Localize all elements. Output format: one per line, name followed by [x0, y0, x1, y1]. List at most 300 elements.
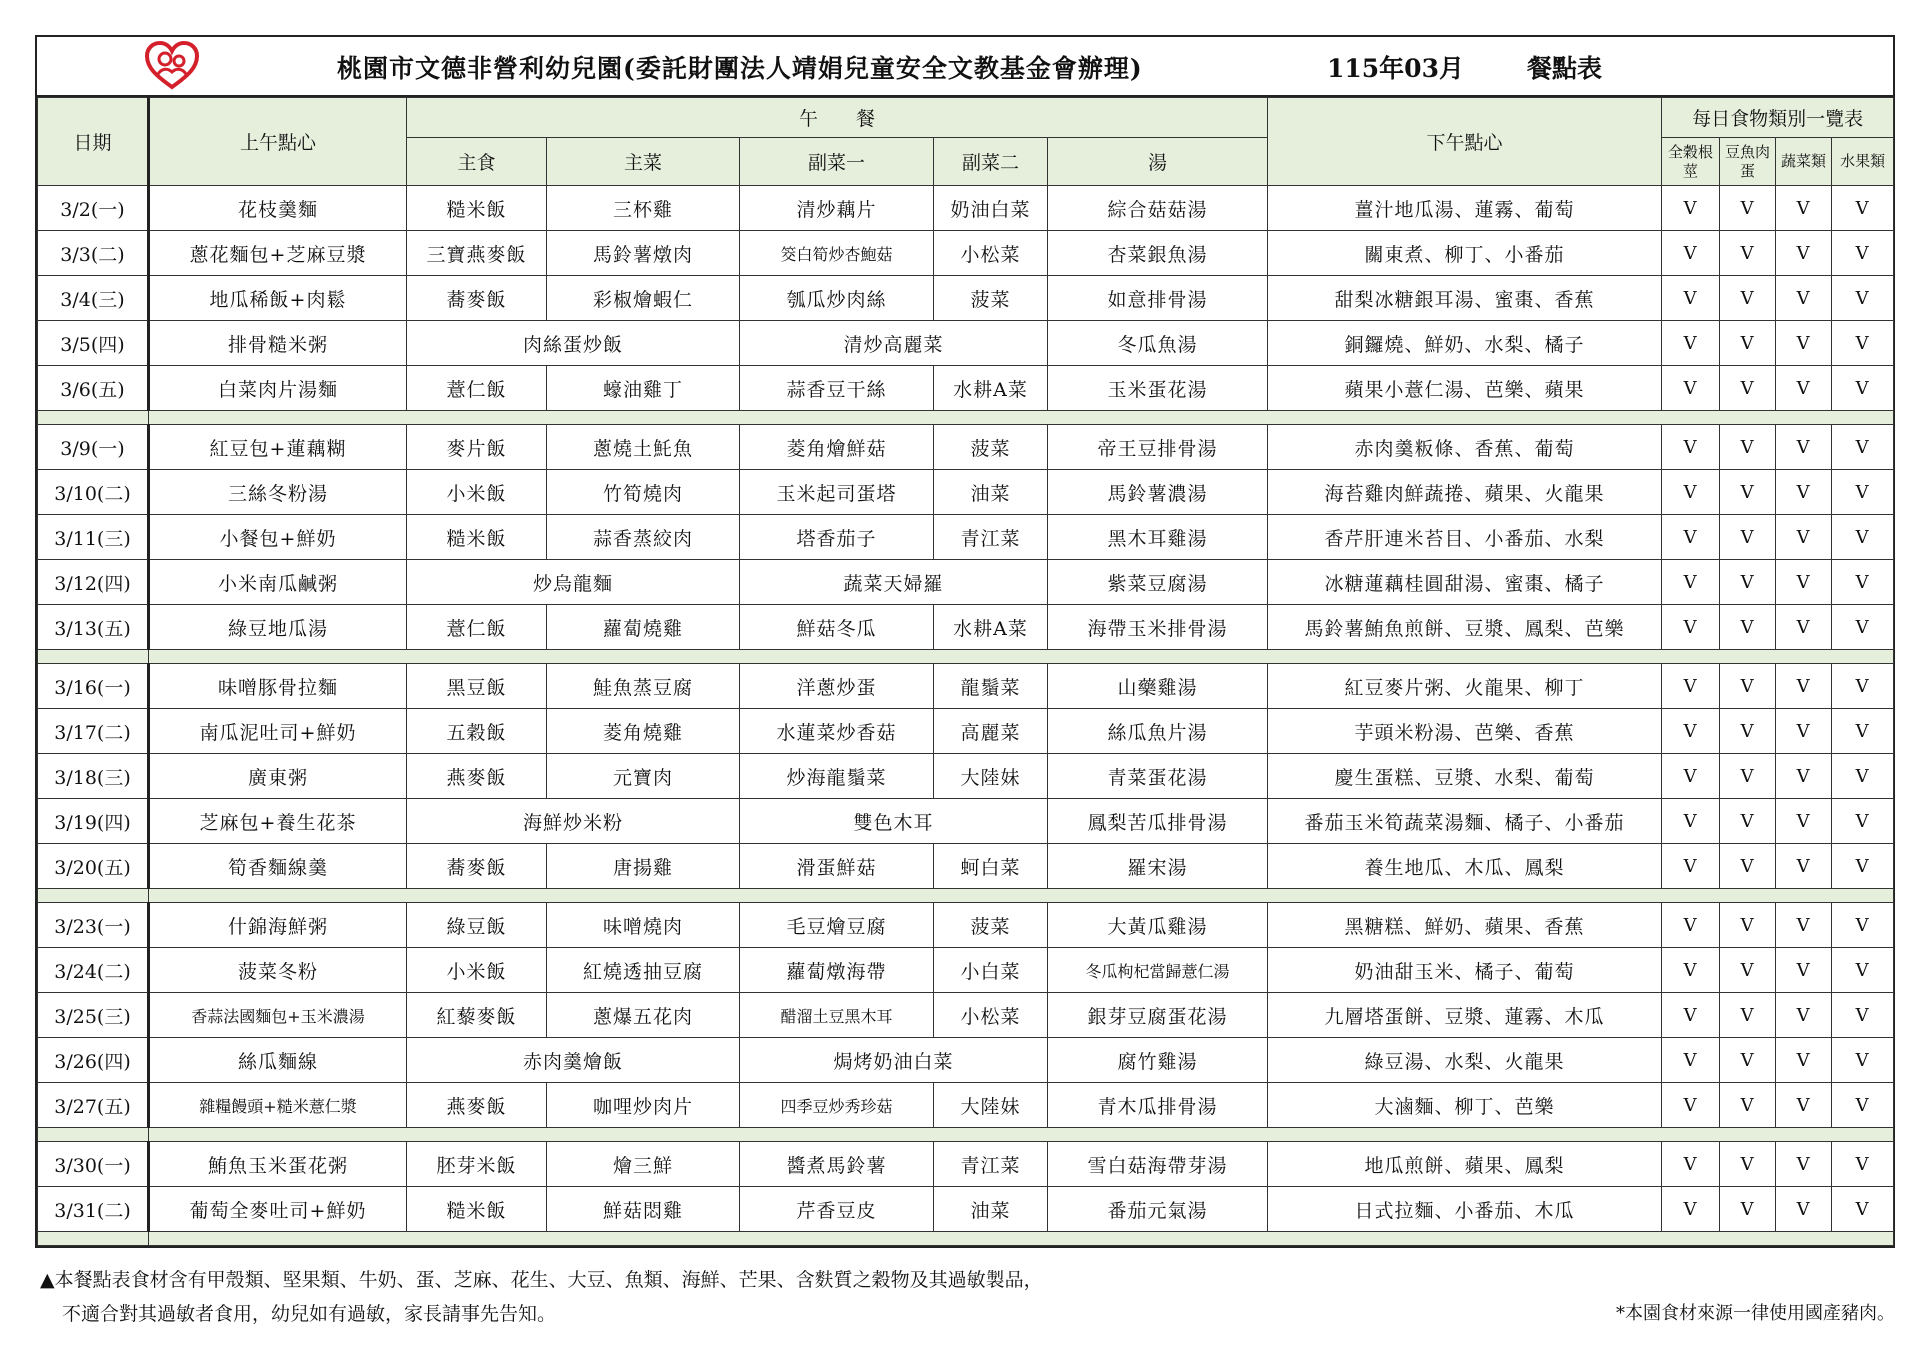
side1-cell: 筊白筍炒杏鮑菇: [740, 231, 934, 276]
date-cell: 3/27(五): [38, 1083, 149, 1128]
table-row: [38, 470, 1894, 515]
side2-cell: 大陸妹: [934, 1083, 1048, 1128]
main-dish-cell: 唐揚雞: [547, 844, 740, 889]
soup-cell: 絲瓜魚片湯: [1048, 709, 1268, 754]
afternoon-snack-cell: 關東煮、柳丁、小番茄: [1268, 231, 1662, 276]
col-afternoon-snack: 下午點心: [1268, 98, 1662, 186]
food-type-check: V: [1832, 515, 1894, 560]
main-dish-cell: 蘿蔔燒雞: [547, 605, 740, 650]
food-type-check: V: [1832, 1083, 1894, 1128]
food-type-check: V: [1662, 276, 1720, 321]
food-type-check: V: [1776, 186, 1832, 231]
soup-cell: 羅宋湯: [1048, 844, 1268, 889]
side1-cell: 醋溜土豆黑木耳: [740, 993, 934, 1038]
combo-meal-cell: 海鮮炒米粉: [407, 799, 740, 844]
food-type-check: V: [1776, 844, 1832, 889]
title-bar: [37, 37, 1893, 97]
food-type-check: V: [1832, 709, 1894, 754]
afternoon-snack-cell: 九層塔蛋餅、豆漿、蓮霧、木瓜: [1268, 993, 1662, 1038]
main-dish-cell: 味噌燒肉: [547, 903, 740, 948]
side2-cell: 龍鬚菜: [934, 664, 1048, 709]
week-separator-fill: [149, 650, 1894, 664]
morning-snack-cell: 蔥花麵包+芝麻豆漿: [149, 231, 407, 276]
soup-cell: 杏菜銀魚湯: [1048, 231, 1268, 276]
food-type-check: V: [1776, 605, 1832, 650]
staple-cell: 糙米飯: [407, 1187, 547, 1232]
main-dish-cell: 蒜香蒸絞肉: [547, 515, 740, 560]
food-type-check: V: [1720, 844, 1776, 889]
col-food-types: 每日食物類別一覽表: [1662, 98, 1894, 138]
food-type-check: V: [1776, 903, 1832, 948]
side2-cell: 高麗菜: [934, 709, 1048, 754]
week-separator-date: [38, 1232, 149, 1246]
afternoon-snack-cell: 奶油甜玉米、橘子、葡萄: [1268, 948, 1662, 993]
morning-snack-cell: 菠菜冬粉: [149, 948, 407, 993]
table-row: [38, 664, 1894, 709]
col-lunch: 午 餐: [407, 98, 1268, 138]
staple-cell: 小米飯: [407, 470, 547, 515]
food-type-check: V: [1720, 1187, 1776, 1232]
morning-snack-cell: 葡萄全麥吐司+鮮奶: [149, 1187, 407, 1232]
side1-cell: 水蓮菜炒香菇: [740, 709, 934, 754]
side1-cell: 菱角燴鮮菇: [740, 425, 934, 470]
food-type-check: V: [1662, 605, 1720, 650]
side1-cell: 鮮菇冬瓜: [740, 605, 934, 650]
table-row: [38, 709, 1894, 754]
food-type-check: V: [1662, 425, 1720, 470]
morning-snack-cell: 什錦海鮮粥: [149, 903, 407, 948]
staple-cell: 薏仁飯: [407, 605, 547, 650]
table-row: [38, 605, 1894, 650]
date-cell: 3/4(三): [38, 276, 149, 321]
side2-cell: 油菜: [934, 1187, 1048, 1232]
col-grains: 全穀根莖: [1662, 138, 1720, 186]
food-type-check: V: [1776, 664, 1832, 709]
week-separator-fill: [149, 1232, 1894, 1246]
side2-cell: 青江菜: [934, 515, 1048, 560]
main-dish-cell: 燴三鮮: [547, 1142, 740, 1187]
combo-meal-cell: 肉絲蛋炒飯: [407, 321, 740, 366]
side1-cell: 四季豆炒秀珍菇: [740, 1083, 934, 1128]
date-cell: 3/9(一): [38, 425, 149, 470]
afternoon-snack-cell: 慶生蛋糕、豆漿、水梨、葡萄: [1268, 754, 1662, 799]
soup-cell: 如意排骨湯: [1048, 276, 1268, 321]
soup-cell: 黑木耳雞湯: [1048, 515, 1268, 560]
side1-cell: 芹香豆皮: [740, 1187, 934, 1232]
food-type-check: V: [1776, 276, 1832, 321]
food-type-check: V: [1662, 799, 1720, 844]
week-separator-fill: [149, 1128, 1894, 1142]
date-cell: 3/12(四): [38, 560, 149, 605]
food-type-check: V: [1720, 1142, 1776, 1187]
food-type-check: V: [1662, 1083, 1720, 1128]
table-row: [38, 231, 1894, 276]
food-type-check: V: [1662, 321, 1720, 366]
soup-cell: 冬瓜枸杞當歸薏仁湯: [1048, 948, 1268, 993]
week-separator-date: [38, 1128, 149, 1142]
week-separator-fill: [149, 411, 1894, 425]
food-type-check: V: [1720, 425, 1776, 470]
side1-cell: 蒜香豆干絲: [740, 366, 934, 411]
main-dish-cell: 鮭魚蒸豆腐: [547, 664, 740, 709]
main-dish-cell: 咖哩炒肉片: [547, 1083, 740, 1128]
main-dish-cell: 蔥燒土魠魚: [547, 425, 740, 470]
food-type-check: V: [1832, 664, 1894, 709]
soup-cell: 玉米蛋花湯: [1048, 366, 1268, 411]
food-type-check: V: [1720, 231, 1776, 276]
food-type-check: V: [1776, 1142, 1832, 1187]
main-dish-cell: 三杯雞: [547, 186, 740, 231]
afternoon-snack-cell: 薑汁地瓜湯、蓮霧、葡萄: [1268, 186, 1662, 231]
table-row: [38, 903, 1894, 948]
food-type-check: V: [1776, 366, 1832, 411]
morning-snack-cell: 綠豆地瓜湯: [149, 605, 407, 650]
morning-snack-cell: 芝麻包+養生花茶: [149, 799, 407, 844]
afternoon-snack-cell: 海苔雞肉鮮蔬捲、蘋果、火龍果: [1268, 470, 1662, 515]
week-separator-date: [38, 889, 149, 903]
table-row: [38, 276, 1894, 321]
table-row: [38, 1083, 1894, 1128]
food-type-check: V: [1832, 560, 1894, 605]
afternoon-snack-cell: 赤肉羹粄條、香蕉、葡萄: [1268, 425, 1662, 470]
food-type-check: V: [1776, 709, 1832, 754]
staple-cell: 燕麥飯: [407, 754, 547, 799]
staple-cell: 綠豆飯: [407, 903, 547, 948]
food-type-check: V: [1776, 321, 1832, 366]
side2-cell: 小松菜: [934, 993, 1048, 1038]
morning-snack-cell: 三絲冬粉湯: [149, 470, 407, 515]
afternoon-snack-cell: 紅豆麥片粥、火龍果、柳丁: [1268, 664, 1662, 709]
week-separator-fill: [149, 889, 1894, 903]
morning-snack-cell: 白菜肉片湯麵: [149, 366, 407, 411]
allergy-note-line2: 不適合對其過敏者食用，幼兒如有過敏，家長請事先告知。: [62, 1303, 557, 1325]
heart-children-logo-icon: [145, 41, 199, 91]
food-type-check: V: [1832, 186, 1894, 231]
food-type-check: V: [1720, 560, 1776, 605]
title-month: 115年03月: [1327, 54, 1464, 83]
main-dish-cell: 蔥爆五花肉: [547, 993, 740, 1038]
table-row: [38, 844, 1894, 889]
main-dish-cell: 鮮菇悶雞: [547, 1187, 740, 1232]
soup-cell: 冬瓜魚湯: [1048, 321, 1268, 366]
food-type-check: V: [1662, 1038, 1720, 1083]
side2-cell: 水耕A菜: [934, 605, 1048, 650]
week-separator-date: [38, 650, 149, 664]
food-type-check: V: [1662, 948, 1720, 993]
food-type-check: V: [1832, 903, 1894, 948]
table-row: [38, 515, 1894, 560]
food-type-check: V: [1720, 993, 1776, 1038]
food-type-check: V: [1662, 709, 1720, 754]
food-type-check: V: [1662, 470, 1720, 515]
staple-cell: 燕麥飯: [407, 1083, 547, 1128]
food-type-check: V: [1662, 993, 1720, 1038]
date-cell: 3/30(一): [38, 1142, 149, 1187]
staple-cell: 五穀飯: [407, 709, 547, 754]
food-type-check: V: [1776, 948, 1832, 993]
table-row: [38, 1142, 1894, 1187]
food-type-check: V: [1662, 664, 1720, 709]
side1-cell: 玉米起司蛋塔: [740, 470, 934, 515]
side1-cell: 塔香茄子: [740, 515, 934, 560]
col-fruit: 水果類: [1832, 138, 1894, 186]
food-type-check: V: [1662, 844, 1720, 889]
table-row: [38, 186, 1894, 231]
main-dish-cell: 馬鈴薯燉肉: [547, 231, 740, 276]
food-type-check: V: [1776, 1083, 1832, 1128]
food-type-check: V: [1720, 186, 1776, 231]
afternoon-snack-cell: 馬鈴薯鮪魚煎餅、豆漿、鳳梨、芭樂: [1268, 605, 1662, 650]
food-type-check: V: [1776, 754, 1832, 799]
afternoon-snack-cell: 冰糖蓮藕桂圓甜湯、蜜棗、橘子: [1268, 560, 1662, 605]
date-cell: 3/19(四): [38, 799, 149, 844]
staple-cell: 薏仁飯: [407, 366, 547, 411]
side1-cell: 蘿蔔燉海帶: [740, 948, 934, 993]
table-row: [38, 948, 1894, 993]
afternoon-snack-cell: 甜梨冰糖銀耳湯、蜜棗、香蕉: [1268, 276, 1662, 321]
side2-cell: 菠菜: [934, 425, 1048, 470]
soup-cell: 綜合菇菇湯: [1048, 186, 1268, 231]
date-cell: 3/31(二): [38, 1187, 149, 1232]
table-row: [38, 1187, 1894, 1232]
morning-snack-cell: 絲瓜麵線: [149, 1038, 407, 1083]
col-soup: 湯: [1048, 138, 1268, 186]
food-type-check: V: [1662, 903, 1720, 948]
date-cell: 3/25(三): [38, 993, 149, 1038]
food-type-check: V: [1832, 366, 1894, 411]
table-row: [38, 799, 1894, 844]
date-cell: 3/11(三): [38, 515, 149, 560]
main-dish-cell: 竹筍燒肉: [547, 470, 740, 515]
date-cell: 3/17(二): [38, 709, 149, 754]
date-cell: 3/6(五): [38, 366, 149, 411]
food-type-check: V: [1662, 1187, 1720, 1232]
main-dish-cell: 蠔油雞丁: [547, 366, 740, 411]
afternoon-snack-cell: 芋頭米粉湯、芭樂、香蕉: [1268, 709, 1662, 754]
soup-cell: 番茄元氣湯: [1048, 1187, 1268, 1232]
side2-cell: 奶油白菜: [934, 186, 1048, 231]
food-type-check: V: [1662, 366, 1720, 411]
side2-cell: 油菜: [934, 470, 1048, 515]
food-type-check: V: [1720, 754, 1776, 799]
morning-snack-cell: 筍香麵線羹: [149, 844, 407, 889]
food-type-check: V: [1720, 605, 1776, 650]
morning-snack-cell: 廣東粥: [149, 754, 407, 799]
date-cell: 3/16(一): [38, 664, 149, 709]
side2-cell: 小白菜: [934, 948, 1048, 993]
table-row: [38, 1038, 1894, 1083]
food-type-check: V: [1662, 231, 1720, 276]
week-separator: [38, 889, 1894, 903]
afternoon-snack-cell: 養生地瓜、木瓜、鳳梨: [1268, 844, 1662, 889]
soup-cell: 青菜蛋花湯: [1048, 754, 1268, 799]
food-type-check: V: [1720, 515, 1776, 560]
main-dish-cell: 彩椒燴蝦仁: [547, 276, 740, 321]
table-row: [38, 560, 1894, 605]
date-cell: 3/18(三): [38, 754, 149, 799]
side1-cell: 滑蛋鮮菇: [740, 844, 934, 889]
morning-snack-cell: 香蒜法國麵包+玉米濃湯: [149, 993, 407, 1038]
food-type-check: V: [1720, 470, 1776, 515]
morning-snack-cell: 小米南瓜鹹粥: [149, 560, 407, 605]
food-type-check: V: [1776, 470, 1832, 515]
week-separator-date: [38, 411, 149, 425]
main-dish-cell: 元寶肉: [547, 754, 740, 799]
food-type-check: V: [1832, 425, 1894, 470]
combo-side-cell: 清炒高麗菜: [740, 321, 1048, 366]
staple-cell: 胚芽米飯: [407, 1142, 547, 1187]
title-menu-label: 餐點表: [1527, 54, 1603, 83]
date-cell: 3/3(二): [38, 231, 149, 276]
combo-side-cell: 雙色木耳: [740, 799, 1048, 844]
week-separator: [38, 1128, 1894, 1142]
menu-sheet: [35, 35, 1895, 1248]
afternoon-snack-cell: 日式拉麵、小番茄、木瓜: [1268, 1187, 1662, 1232]
main-dish-cell: 紅燒透抽豆腐: [547, 948, 740, 993]
week-separator: [38, 1232, 1894, 1246]
food-type-check: V: [1662, 186, 1720, 231]
side2-cell: 青江菜: [934, 1142, 1048, 1187]
morning-snack-cell: 排骨糙米粥: [149, 321, 407, 366]
combo-meal-cell: 炒烏龍麵: [407, 560, 740, 605]
pork-source-note: *本園食材來源一律使用國產豬肉。: [1616, 1303, 1895, 1324]
soup-cell: 銀芽豆腐蛋花湯: [1048, 993, 1268, 1038]
side2-cell: 小松菜: [934, 231, 1048, 276]
staple-cell: 糙米飯: [407, 186, 547, 231]
food-type-check: V: [1720, 1038, 1776, 1083]
staple-cell: 三寶燕麥飯: [407, 231, 547, 276]
table-row: [38, 366, 1894, 411]
soup-cell: 鳳梨苦瓜排骨湯: [1048, 799, 1268, 844]
food-type-check: V: [1832, 1187, 1894, 1232]
morning-snack-cell: 鮪魚玉米蛋花粥: [149, 1142, 407, 1187]
food-type-check: V: [1662, 754, 1720, 799]
food-type-check: V: [1776, 1187, 1832, 1232]
food-type-check: V: [1720, 1083, 1776, 1128]
side1-cell: 炒海龍鬚菜: [740, 754, 934, 799]
food-type-check: V: [1832, 844, 1894, 889]
afternoon-snack-cell: 蘋果小薏仁湯、芭樂、蘋果: [1268, 366, 1662, 411]
food-type-check: V: [1662, 515, 1720, 560]
morning-snack-cell: 雜糧饅頭+糙米薏仁漿: [149, 1083, 407, 1128]
col-morning-snack: 上午點心: [149, 98, 407, 186]
food-type-check: V: [1832, 799, 1894, 844]
food-type-check: V: [1832, 993, 1894, 1038]
side1-cell: 清炒藕片: [740, 186, 934, 231]
menu-body: [38, 186, 1894, 1246]
combo-meal-cell: 赤肉羹燴飯: [407, 1038, 740, 1083]
side2-cell: 蚵白菜: [934, 844, 1048, 889]
side2-cell: 菠菜: [934, 903, 1048, 948]
staple-cell: 糙米飯: [407, 515, 547, 560]
side1-cell: 洋蔥炒蛋: [740, 664, 934, 709]
food-type-check: V: [1720, 709, 1776, 754]
soup-cell: 雪白菇海帶芽湯: [1048, 1142, 1268, 1187]
col-main-dish: 主菜: [547, 138, 740, 186]
date-cell: 3/13(五): [38, 605, 149, 650]
week-separator: [38, 650, 1894, 664]
side2-cell: 大陸妹: [934, 754, 1048, 799]
date-cell: 3/20(五): [38, 844, 149, 889]
afternoon-snack-cell: 地瓜煎餅、蘋果、鳳梨: [1268, 1142, 1662, 1187]
date-cell: 3/26(四): [38, 1038, 149, 1083]
food-type-check: V: [1662, 560, 1720, 605]
food-type-check: V: [1832, 470, 1894, 515]
food-type-check: V: [1832, 754, 1894, 799]
food-type-check: V: [1720, 366, 1776, 411]
staple-cell: 小米飯: [407, 948, 547, 993]
col-side1: 副菜一: [740, 138, 934, 186]
table-row: [38, 993, 1894, 1038]
food-type-check: V: [1662, 1142, 1720, 1187]
food-type-check: V: [1832, 231, 1894, 276]
side1-cell: 瓠瓜炒肉絲: [740, 276, 934, 321]
table-row: [38, 425, 1894, 470]
col-vegetables: 蔬菜類: [1776, 138, 1832, 186]
week-separator: [38, 411, 1894, 425]
side2-cell: 菠菜: [934, 276, 1048, 321]
food-type-check: V: [1776, 515, 1832, 560]
food-type-check: V: [1720, 903, 1776, 948]
table-row: [38, 754, 1894, 799]
soup-cell: 大黃瓜雞湯: [1048, 903, 1268, 948]
staple-cell: 黑豆飯: [407, 664, 547, 709]
allergy-note-line1: ▲本餐點表食材含有甲殼類、堅果類、牛奶、蛋、芝麻、花生、大豆、魚類、海鮮、芒果、含麩質之穀物及其過敏製品，: [40, 1269, 1043, 1291]
food-type-check: V: [1776, 231, 1832, 276]
food-type-check: V: [1776, 799, 1832, 844]
food-type-check: V: [1832, 605, 1894, 650]
date-cell: 3/2(一): [38, 186, 149, 231]
soup-cell: 紫菜豆腐湯: [1048, 560, 1268, 605]
soup-cell: 山藥雞湯: [1048, 664, 1268, 709]
staple-cell: 蕎麥飯: [407, 276, 547, 321]
notes: [40, 1263, 1895, 1331]
afternoon-snack-cell: 銅鑼燒、鮮奶、水梨、橘子: [1268, 321, 1662, 366]
col-protein: 豆魚肉蛋: [1720, 138, 1776, 186]
food-type-check: V: [1720, 799, 1776, 844]
date-cell: 3/5(四): [38, 321, 149, 366]
soup-cell: 青木瓜排骨湯: [1048, 1083, 1268, 1128]
combo-side-cell: 蔬菜天婦羅: [740, 560, 1048, 605]
afternoon-snack-cell: 大滷麵、柳丁、芭樂: [1268, 1083, 1662, 1128]
morning-snack-cell: 南瓜泥吐司+鮮奶: [149, 709, 407, 754]
staple-cell: 紅藜麥飯: [407, 993, 547, 1038]
morning-snack-cell: 紅豆包+蓮藕糊: [149, 425, 407, 470]
col-staple: 主食: [407, 138, 547, 186]
side1-cell: 毛豆燴豆腐: [740, 903, 934, 948]
food-type-check: V: [1776, 560, 1832, 605]
date-cell: 3/24(二): [38, 948, 149, 993]
main-dish-cell: 菱角燒雞: [547, 709, 740, 754]
food-type-check: V: [1832, 1038, 1894, 1083]
side1-cell: 醬煮馬鈴薯: [740, 1142, 934, 1187]
afternoon-snack-cell: 黑糖糕、鮮奶、蘋果、香蕉: [1268, 903, 1662, 948]
food-type-check: V: [1832, 321, 1894, 366]
side2-cell: 水耕A菜: [934, 366, 1048, 411]
afternoon-snack-cell: 綠豆湯、水梨、火龍果: [1268, 1038, 1662, 1083]
page-title: 桃園市文德非營利幼兒園(委託財團法人靖娟兒童安全文教基金會辦理): [337, 54, 1143, 83]
food-type-check: V: [1832, 1142, 1894, 1187]
food-type-check: V: [1832, 276, 1894, 321]
soup-cell: 海帶玉米排骨湯: [1048, 605, 1268, 650]
morning-snack-cell: 花枝羹麵: [149, 186, 407, 231]
date-cell: 3/10(二): [38, 470, 149, 515]
col-side2: 副菜二: [934, 138, 1048, 186]
morning-snack-cell: 地瓜稀飯+肉鬆: [149, 276, 407, 321]
afternoon-snack-cell: 番茄玉米筍蔬菜湯麵、橘子、小番茄: [1268, 799, 1662, 844]
food-type-check: V: [1776, 1038, 1832, 1083]
menu-table: [37, 97, 1894, 1246]
